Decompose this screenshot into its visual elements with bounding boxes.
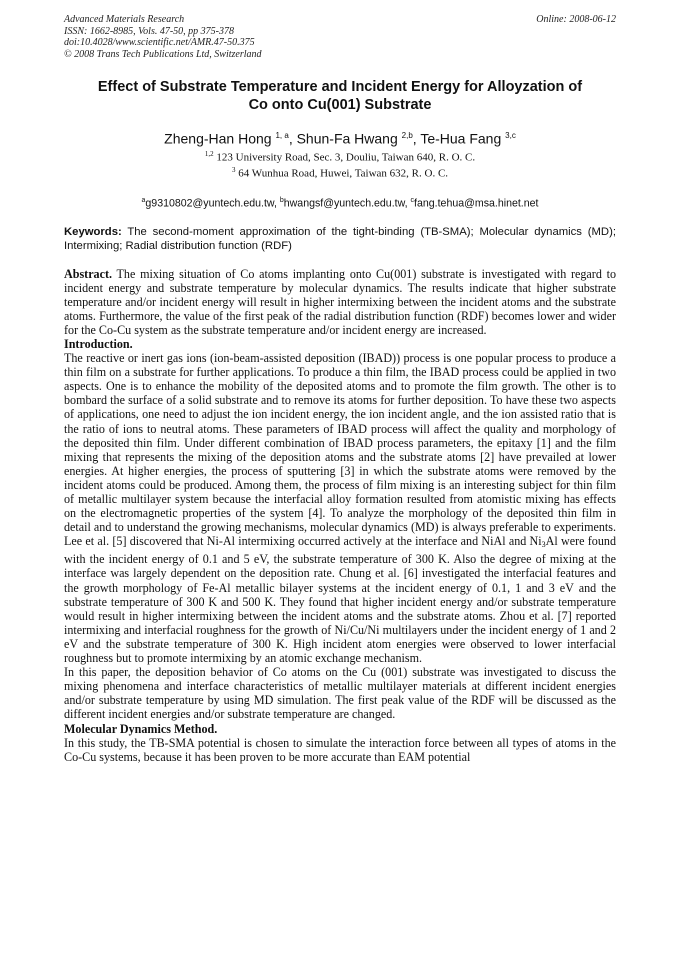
affiliation-line bbox=[64, 164, 616, 181]
author-sup: 2,b bbox=[401, 131, 413, 140]
intro-paragraph-1 bbox=[64, 351, 616, 665]
abstract-label: Abstract. bbox=[64, 266, 113, 281]
author-sup: 1, a bbox=[275, 131, 289, 140]
paper-body bbox=[64, 267, 616, 764]
intro-text-a: The reactive or inert gas ions (ion-beam-assisted deposition (IBAD)) process is one popular process to produce a thin film on a substrate for further applications. To produce a thin film, the IBAD process could be applied in two aspects. One is to enhance the mobility of the deposited atoms and to promote the film growth. The other is to bombard the surface of a solid substrate and to remove its atoms for further deposition. To have these two aspects of applications, one need to adjust the ion incident energy, the ion incident angle, and the ion assisted ratio that is the ratio of ions to neutral atoms. These parameters of IBAD process will affect the quality and morphology of the deposited thin film. Under different combination of IBAD process parameters, the epitaxy [1] and the film mixing that represents the mixing of the deposition atoms and the substrate atoms [2] have prevailed at lower energies. At higher energies, the process of sputtering [3] in which the substrate atoms were removed by the incident atoms could be produced. Among them, the process of film mixing is an interesting subject for thin film of metallic multilayer system because the interfacial alloy formation resulted from atomistic mixing has effects on the electromagnetic properties of the system [4]. To analyze the morphology of the deposited thin film in detail and to understand the growing mechanisms, molecular dynamics (MD) is always preferable to experiments. Lee et al. [5] discovered that Ni-Al intermixing occurred actively at the interface and NiAl and Ni bbox=[64, 351, 616, 549]
online-date: Online: 2008-06-12 bbox=[536, 14, 616, 25]
email-link[interactable]: g9310802@yuntech.edu.tw, bbox=[145, 197, 280, 210]
publication-header bbox=[64, 14, 616, 60]
author-sup: 3,c bbox=[505, 131, 516, 140]
affiliation-line bbox=[64, 148, 616, 165]
section-heading-md-method: Molecular Dynamics Method. bbox=[64, 721, 218, 736]
section-heading-introduction: Introduction. bbox=[64, 336, 133, 351]
issn-line: ISSN: 1662-8985, Vols. 47-50, pp 375-378 bbox=[64, 25, 234, 37]
paper-page bbox=[64, 14, 616, 764]
author-name: Zheng-Han Hong bbox=[164, 130, 272, 147]
intro-paragraph-2: In this paper, the deposition behavior of Co atoms on the Cu (001) substrate was investigated to discuss the mixing phenomena and interface characteristics of metallic multilayer materials at different incident energies and/or substrate temperature by using MD simulation. The first peak value of the RDF will be discussed as the different incident energies and/or substrate temperature are changed. bbox=[64, 665, 616, 722]
affiliations bbox=[64, 148, 616, 181]
subscript: 3 bbox=[541, 540, 546, 550]
affiliation-sup: 3 bbox=[231, 166, 236, 175]
author-emails bbox=[64, 194, 616, 211]
copyright-line: © 2008 Trans Tech Publications Ltd, Switzerland bbox=[64, 48, 262, 60]
keywords-text: The second-moment approximation of the tight-binding (TB-SMA); Molecular dynamics (MD); Intermixing; Radial distribution function (RDF) bbox=[64, 225, 616, 252]
author-name: Shun-Fa Hwang bbox=[296, 130, 398, 147]
title-line-1: Effect of Substrate Temperature and Incident Energy for Alloyzation of bbox=[97, 79, 583, 95]
keywords-label: Keywords: bbox=[64, 225, 122, 238]
paper-title bbox=[64, 78, 616, 114]
email-sup: c bbox=[410, 196, 415, 204]
affiliation-sup: 1,2 bbox=[204, 149, 214, 158]
intro-text-b: Al were found with the incident energy of 0.1 and 5 eV, the substrate temperature of 300 K. Also the degree of mixing at the interface was largely dependent on the deposition rate. Chung et al. [6] investigated the interfacial features and the growth morphology of Fe-Al metallic bilayer systems at the incident energy of 0.1, 1 and 3 eV and the substrate temperature of 300 K and 500 K. They found that higher incident energy and/or substrate temperature would result in higher intermixing between the incident atoms and the substrate atoms. Zhou et al. [7] reported intermixing and interfacial roughness for the growth of Ni/Cu/Ni multilayers under the incident energy of 1 and 2 eV and the substrate temperature of 300 K. High incident atom energies were observed to lower interfacial roughness but to promote intermixing by an atomic exchange mechanism. bbox=[64, 534, 616, 666]
affiliation-text: 64 Wunhua Road, Huwei, Taiwan 632, R. O. C. bbox=[238, 167, 449, 180]
author-name: Te-Hua Fang bbox=[420, 130, 502, 147]
doi-line: doi:10.4028/www.scientific.net/AMR.47-50.375 bbox=[64, 37, 255, 48]
email-link[interactable]: fang.tehua@msa.hinet.net bbox=[414, 197, 539, 210]
email-sup: b bbox=[279, 196, 284, 204]
author-list: Zheng-Han Hong $^{1, a}$, Shun-Fa Hwang $^{2,b}$, Te-Hua Fang $^{3,c}$ bbox=[164, 130, 516, 147]
email-sup: a bbox=[141, 196, 146, 204]
affiliation-text: 123 University Road, Sec. 3, Douliu, Taiwan 640, R. O. C. bbox=[216, 151, 476, 164]
md-paragraph-1: In this study, the TB-SMA potential is chosen to simulate the interaction force between all types of atoms in the Co-Cu systems, because it has been proven to be more accurate than EAM potential bbox=[64, 735, 616, 764]
keywords bbox=[64, 225, 616, 253]
abstract-text: The mixing situation of Co atoms implanting onto Cu(001) substrate is investigated with regard to incident energy and substrate temperature by molecular dynamics. The results indicate that higher substrate temperature and/or incident energy will result in higher intermixing between the incident atoms and the substrate atoms. Furthermore, the value of the first peak of the radial distribution function (RDF) becomes lower and wider for the Co-Cu system as the substrate temperature and/or incident energy are increased. bbox=[64, 266, 617, 337]
title-line-2: Co onto Cu(001) Substrate bbox=[248, 97, 432, 113]
email-link[interactable]: hwangsf@yuntech.edu.tw, bbox=[283, 197, 411, 210]
journal-name: Advanced Materials Research bbox=[64, 14, 185, 25]
abstract bbox=[64, 267, 616, 337]
